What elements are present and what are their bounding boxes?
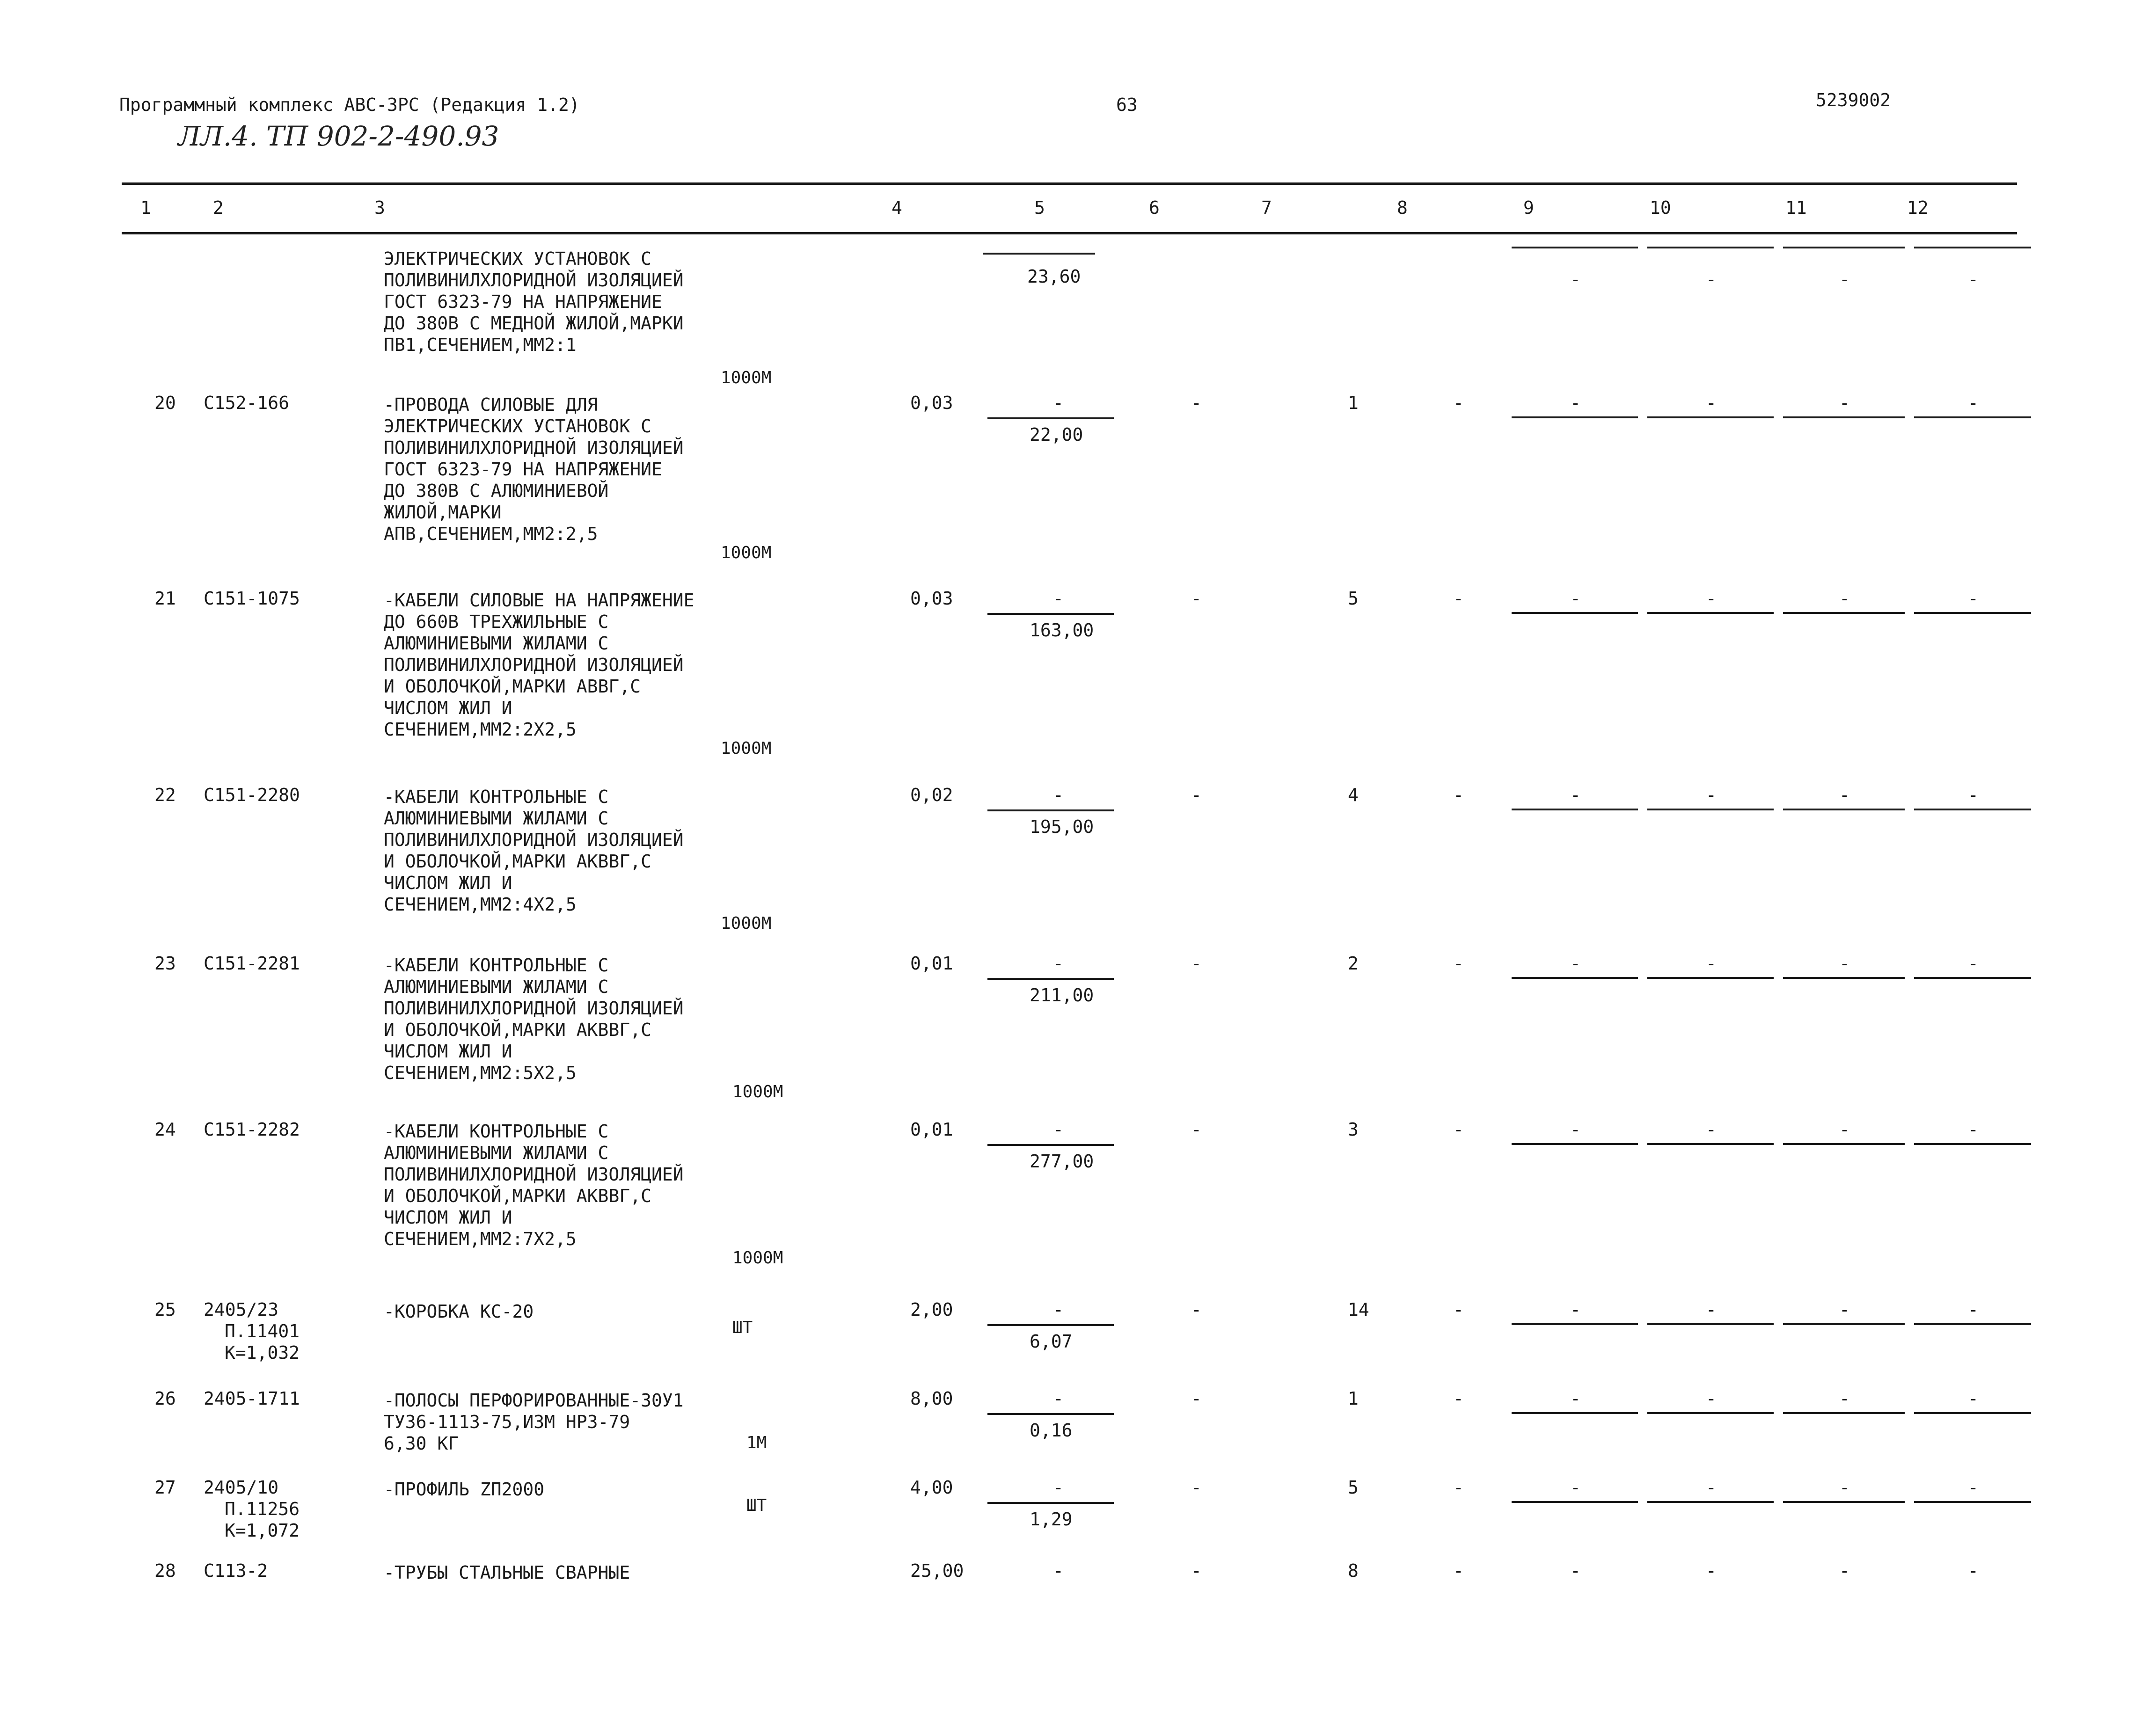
row-description: -КАБЕЛИ СИЛОВЫЕ НА НАПРЯЖЕНИЕ ДО 660В ТРЕХЖИЛЬНЫЕ С АЛЮМИНИЕВЫМИ ЖИЛАМИ С ПОЛИВИНИЛХЛОРИДНОЙ ИЗОЛЯЦИЕЙ И ОБОЛОЧКОЙ,МАРКИ АВВГ,С ЧИСЛОМ ЖИЛ И СЕЧЕНИЕМ,ММ2:2Х2,5 [384,590,694,740]
row-unit-price-top: - [1053,588,1064,609]
row-c10: - [1706,953,1717,974]
col-10: 10 [1650,197,1671,218]
row-c12: - [1968,1388,1979,1409]
row-c9: - [1570,588,1581,609]
row-c9: - [1570,393,1581,413]
col-6: 6 [1149,197,1160,218]
row-code: С151-2282 [204,1119,300,1140]
header-rule-top [122,182,2017,185]
row-quantity: 0,03 [910,393,953,413]
row-c9-rule [1512,416,1638,418]
row-c11: - [1839,393,1850,413]
row-c12-rule [1914,1412,2031,1414]
col-5: 5 [1034,197,1045,218]
row-number: 24 [154,1119,176,1140]
continuation-c9: - [1570,269,1581,290]
row-col-6: - [1191,393,1202,413]
row-c11-rule [1783,612,1905,614]
col-7: 7 [1261,197,1272,218]
row-c12: - [1968,1299,1979,1320]
row-c12: - [1968,953,1979,974]
row-col-7: 8 [1348,1560,1359,1581]
row-quantity: 4,00 [910,1477,953,1498]
row-code: С151-1075 [204,588,300,609]
row-c11-rule [1783,416,1905,418]
row-col-7: 1 [1348,1388,1359,1409]
col-4: 4 [892,197,902,218]
row-unit: ШТ [732,1318,753,1337]
row-c10-rule [1647,416,1774,418]
row-quantity: 8,00 [910,1388,953,1409]
row-code-coefficient: К=1,032 [225,1342,300,1363]
row-code-page: П.11401 [225,1321,300,1341]
row-unit-price: 6,07 [1030,1331,1073,1352]
row-c10: - [1706,1119,1717,1140]
program-title: Программный комплекс АВС-ЗРС (Редакция 1.2) [119,95,580,115]
row-col-8: - [1453,1299,1464,1320]
row-col-7: 1 [1348,393,1359,413]
row-c10: - [1706,1560,1717,1581]
row-col-7: 2 [1348,953,1359,974]
row-c9-rule [1512,809,1638,810]
row-quantity: 0,01 [910,953,953,974]
row-c11: - [1839,1119,1850,1140]
row-c10: - [1706,1388,1717,1409]
continuation-c10-rule [1647,247,1774,248]
continuation-c10: - [1706,269,1717,290]
row-col-6: - [1191,785,1202,805]
row-c11: - [1839,953,1850,974]
row-number: 22 [154,785,176,805]
row-c11: - [1839,1299,1850,1320]
continuation-c12-rule [1914,247,2031,248]
col-11: 11 [1785,197,1807,218]
row-price-rule [987,1144,1114,1146]
row-col-7: 3 [1348,1119,1359,1140]
continuation-price-rule [983,253,1095,255]
row-c12-rule [1914,809,2031,810]
continuation-price: 23,60 [1027,266,1081,287]
row-unit-price-top: - [1053,1560,1064,1581]
row-c11-rule [1783,1501,1905,1503]
row-number: 27 [154,1477,176,1498]
row-description: -КАБЕЛИ КОНТРОЛЬНЫЕ С АЛЮМИНИЕВЫМИ ЖИЛАМИ С ПОЛИВИНИЛХЛОРИДНОЙ ИЗОЛЯЦИЕЙ И ОБОЛОЧКОЙ,МАРКИ АКВВГ,С ЧИСЛОМ ЖИЛ И СЕЧЕНИЕМ,ММ2:4Х2,5 [384,787,684,915]
row-col-7: 5 [1348,588,1359,609]
row-unit-price-top: - [1053,393,1064,413]
row-col-8: - [1453,953,1464,974]
row-description: -ПРОФИЛЬ ZП2000 [384,1479,545,1500]
handwritten-reference: ЛЛ.4. ТП 902-2-490.93 [178,120,499,152]
col-1: 1 [140,197,151,218]
row-unit-price: 22,00 [1030,424,1083,445]
row-c9: - [1570,1560,1581,1581]
row-unit-price-top: - [1053,1388,1064,1409]
row-description: -ПРОВОДА СИЛОВЫЕ ДЛЯ ЭЛЕКТРИЧЕСКИХ УСТАНОВОК С ПОЛИВИНИЛХЛОРИДНОЙ ИЗОЛЯЦИЕЙ ГОСТ 6323-79 НА НАПРЯЖЕНИЕ ДО 380В С АЛЮМИНИЕВОЙ ЖИЛОЙ,МАРКИ АПВ,СЕЧЕНИЕМ,ММ2:2,5 [384,394,684,544]
row-c11-rule [1783,809,1905,810]
row-unit-price: 195,00 [1030,816,1094,837]
row-c11-rule [1783,1412,1905,1414]
row-c10-rule [1647,612,1774,614]
continuation-description: ЭЛЕКТРИЧЕСКИХ УСТАНОВОК С ПОЛИВИНИЛХЛОРИДНОЙ ИЗОЛЯЦИЕЙ ГОСТ 6323-79 НА НАПРЯЖЕНИЕ ДО 380В С МЕДНОЙ ЖИЛОЙ,МАРКИ ПВ1,СЕЧЕНИЕМ,ММ2:1 [384,248,684,355]
row-c9: - [1570,785,1581,805]
row-code-page: П.11256 [225,1499,300,1519]
row-col-6: - [1191,1560,1202,1581]
row-c10: - [1706,1477,1717,1498]
row-price-rule [987,1324,1114,1326]
row-col-8: - [1453,785,1464,805]
row-c10-rule [1647,1501,1774,1503]
row-col-6: - [1191,588,1202,609]
row-col-6: - [1191,953,1202,974]
row-quantity: 2,00 [910,1299,953,1320]
row-col-8: - [1453,1388,1464,1409]
row-col-6: - [1191,1477,1202,1498]
row-c9-rule [1512,612,1638,614]
row-price-rule [987,978,1114,980]
row-unit: 1000М [732,1082,783,1101]
row-c12-rule [1914,1501,2031,1503]
row-unit-price-top: - [1053,785,1064,805]
row-unit: 1000М [732,1248,783,1268]
row-code-coefficient: К=1,072 [225,1520,300,1541]
row-c9-rule [1512,977,1638,979]
row-code: С113-2 [204,1560,268,1581]
row-c12-rule [1914,977,2031,979]
row-price-rule [987,1413,1114,1415]
row-col-6: - [1191,1388,1202,1409]
col-12: 12 [1907,197,1929,218]
row-code: 2405-1711 [204,1388,300,1409]
row-code: 2405/10 [204,1477,279,1498]
document-code: 5239002 [1816,90,1891,110]
row-c11: - [1839,1477,1850,1498]
row-c11-rule [1783,1323,1905,1325]
row-description: -КОРОБКА КС-20 [384,1301,534,1322]
row-quantity: 25,00 [910,1560,964,1581]
row-unit: ШТ [746,1496,767,1515]
row-unit-price: 163,00 [1030,620,1094,641]
row-c9: - [1570,1477,1581,1498]
row-quantity: 0,02 [910,785,953,805]
header-rule-bottom [122,232,2017,234]
row-number: 25 [154,1299,176,1320]
continuation-c11: - [1839,269,1850,290]
row-unit: 1000М [721,914,772,933]
row-unit-price-top: - [1053,953,1064,974]
row-c9-rule [1512,1501,1638,1503]
row-price-rule [987,1502,1114,1504]
row-price-rule [987,417,1114,419]
col-8: 8 [1397,197,1408,218]
row-unit-price: 1,29 [1030,1509,1073,1530]
continuation-unit: 1000М [721,368,772,387]
row-c12: - [1968,1119,1979,1140]
row-c9-rule [1512,1323,1638,1325]
row-unit-price-top: - [1053,1119,1064,1140]
row-col-8: - [1453,1477,1464,1498]
row-number: 28 [154,1560,176,1581]
row-col-6: - [1191,1119,1202,1140]
row-col-7: 4 [1348,785,1359,805]
row-c10: - [1706,393,1717,413]
row-c12-rule [1914,416,2031,418]
row-c12-rule [1914,612,2031,614]
row-c10-rule [1647,1323,1774,1325]
row-number: 26 [154,1388,176,1409]
row-c12: - [1968,393,1979,413]
row-c10-rule [1647,809,1774,810]
row-unit-price: 277,00 [1030,1151,1094,1172]
row-code: С151-2280 [204,785,300,805]
row-unit-price: 211,00 [1030,985,1094,1006]
row-c10-rule [1647,977,1774,979]
row-c12-rule [1914,1323,2031,1325]
page-number: 63 [1116,95,1138,115]
row-c9-rule [1512,1412,1638,1414]
row-col-8: - [1453,1560,1464,1581]
row-c9: - [1570,953,1581,974]
row-unit: 1М [746,1433,767,1452]
row-c11: - [1839,785,1850,805]
col-9: 9 [1523,197,1534,218]
row-col-8: - [1453,588,1464,609]
row-c12-rule [1914,1143,2031,1145]
row-col-6: - [1191,1299,1202,1320]
row-col-7: 5 [1348,1477,1359,1498]
row-c11: - [1839,1388,1850,1409]
row-c9: - [1570,1388,1581,1409]
col-2: 2 [213,197,224,218]
row-description: -КАБЕЛИ КОНТРОЛЬНЫЕ С АЛЮМИНИЕВЫМИ ЖИЛАМИ С ПОЛИВИНИЛХЛОРИДНОЙ ИЗОЛЯЦИЕЙ И ОБОЛОЧКОЙ,МАРКИ АКВВГ,С ЧИСЛОМ ЖИЛ И СЕЧЕНИЕМ,ММ2:7Х2,5 [384,1121,684,1249]
row-c9: - [1570,1119,1581,1140]
row-number: 20 [154,393,176,413]
row-c11: - [1839,588,1850,609]
row-price-rule [987,613,1114,615]
row-number: 23 [154,953,176,974]
row-c11-rule [1783,977,1905,979]
row-description: -ТРУБЫ СТАЛЬНЫЕ СВАРНЫЕ [384,1562,630,1583]
row-unit: 1000М [721,543,772,562]
row-c12: - [1968,785,1979,805]
continuation-c12: - [1968,269,1979,290]
row-c10: - [1706,588,1717,609]
row-c9-rule [1512,1143,1638,1145]
row-c9: - [1570,1299,1581,1320]
row-unit-price-top: - [1053,1299,1064,1320]
row-c12: - [1968,588,1979,609]
row-c10-rule [1647,1412,1774,1414]
continuation-c9-rule [1512,247,1638,248]
col-3: 3 [374,197,385,218]
row-number: 21 [154,588,176,609]
row-col-8: - [1453,393,1464,413]
row-c10: - [1706,785,1717,805]
row-c12: - [1968,1477,1979,1498]
row-c11-rule [1783,1143,1905,1145]
row-col-7: 14 [1348,1299,1369,1320]
row-c12: - [1968,1560,1979,1581]
row-c11: - [1839,1560,1850,1581]
row-code: 2405/23 [204,1299,279,1320]
row-quantity: 0,01 [910,1119,953,1140]
continuation-c11-rule [1783,247,1905,248]
row-description: -ПОЛОСЫ ПЕРФОРИРОВАННЫЕ-30У1 ТУ36-1113-75,ИЗМ НР3-79 6,30 КГ [384,1390,684,1454]
row-unit-price: 0,16 [1030,1420,1073,1441]
row-description: -КАБЕЛИ КОНТРОЛЬНЫЕ С АЛЮМИНИЕВЫМИ ЖИЛАМИ С ПОЛИВИНИЛХЛОРИДНОЙ ИЗОЛЯЦИЕЙ И ОБОЛОЧКОЙ,МАРКИ АКВВГ,С ЧИСЛОМ ЖИЛ И СЕЧЕНИЕМ,ММ2:5Х2,5 [384,955,684,1083]
row-c10: - [1706,1299,1717,1320]
row-code: С151-2281 [204,953,300,974]
row-price-rule [987,809,1114,811]
row-code: С152-166 [204,393,290,413]
row-quantity: 0,03 [910,588,953,609]
row-col-8: - [1453,1119,1464,1140]
row-c10-rule [1647,1143,1774,1145]
row-unit-price-top: - [1053,1477,1064,1498]
row-unit: 1000М [721,739,772,758]
